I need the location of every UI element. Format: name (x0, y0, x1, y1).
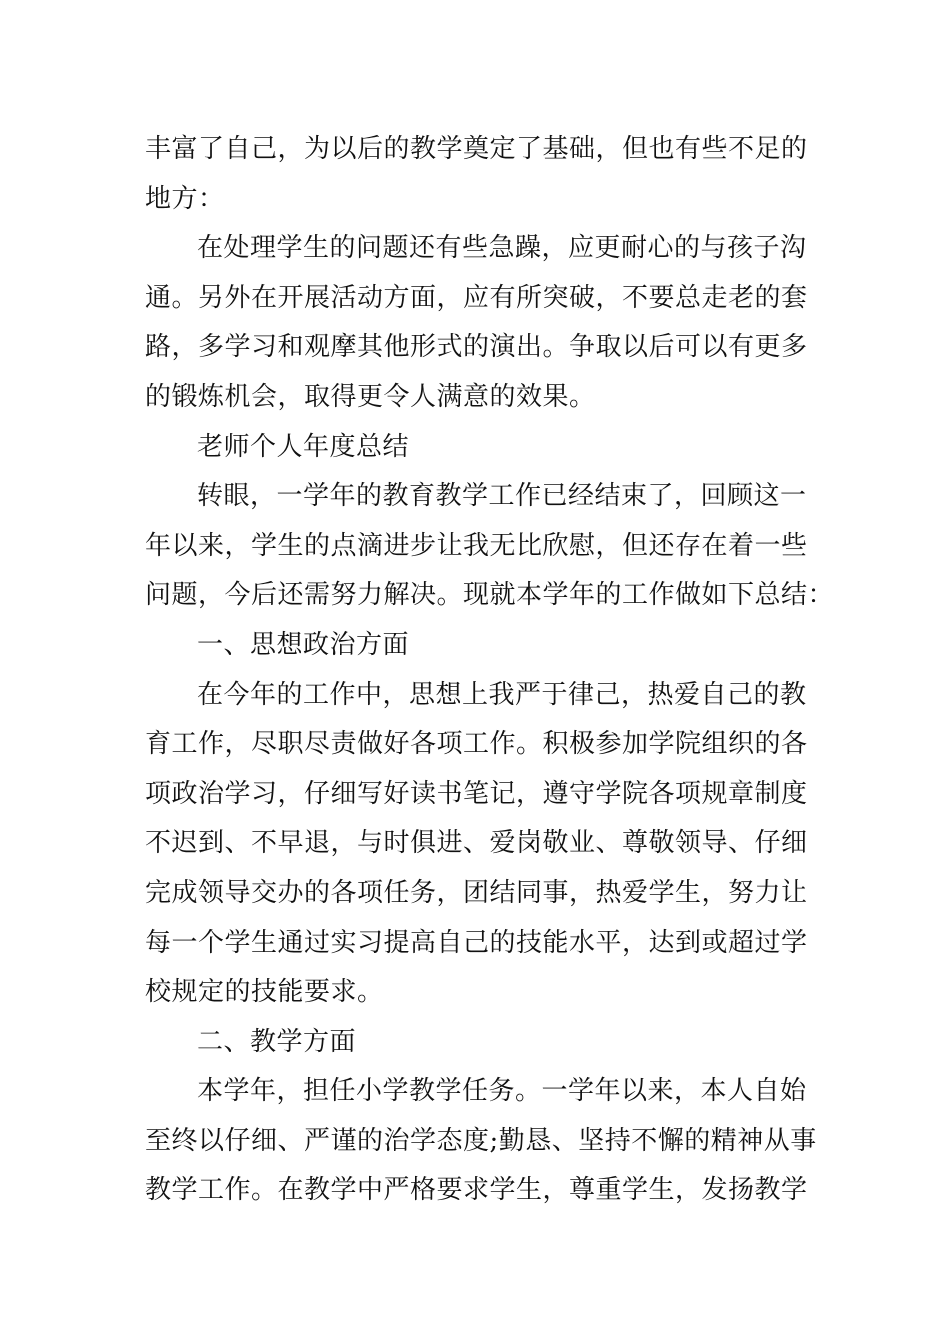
text-line: 每一个学生通过实习提高自己的技能水平，达到或超过学 (145, 927, 808, 958)
text-line: 路，多学习和观摩其他形式的演出。争取以后可以有更多 (145, 332, 808, 363)
text-line: 问题，今后还需努力解决。现就本学年的工作做如下总结： (145, 580, 835, 611)
text-line: 二、教学方面 (197, 1026, 357, 1057)
text-line: 育工作，尽职尽责做好各项工作。积极参加学院组织的各 (145, 729, 808, 760)
text-line: 项政治学习，仔细写好读书笔记，遵守学院各项规章制度 (145, 778, 808, 809)
text-line: 至终以仔细、严谨的治学态度;勤恳、坚持不懈的精神从事 (145, 1125, 817, 1156)
text-line: 转眼，一学年的教育教学工作已经结束了，回顾这一 (197, 481, 807, 512)
text-line: 丰富了自己，为以后的教学奠定了基础，但也有些不足的 (145, 134, 808, 164)
text-line: 通。另外在开展活动方面，应有所突破，不要总走老的套 (145, 282, 808, 313)
text-line: 年以来，学生的点滴进步让我无比欣慰，但还存在着一些 (145, 530, 808, 561)
text-line: 在今年的工作中，思想上我严于律己，热爱自己的教 (197, 679, 807, 710)
text-line: 地方： (145, 183, 225, 214)
text-line: 一、思想政治方面 (197, 629, 410, 660)
text-line: 本学年，担任小学教学任务。一学年以来，本人自始 (197, 1076, 807, 1107)
text-line: 老师个人年度总结 (197, 431, 410, 462)
text-line: 的锻炼机会，取得更令人满意的效果。 (145, 381, 596, 412)
text-line: 不迟到、不早退，与时俱进、爱岗敬业、尊敬领导、仔细 (145, 828, 808, 859)
text-line: 完成领导交办的各项任务，团结同事，热爱学生，努力让 (145, 877, 808, 908)
text-line: 教学工作。在教学中严格要求学生，尊重学生，发扬教学 (145, 1175, 808, 1206)
body-text (145, 125, 835, 1216)
text-line: 在处理学生的问题还有些急躁，应更耐心的与孩子沟 (197, 233, 807, 264)
text-line: 校规定的技能要求。 (145, 977, 384, 1008)
